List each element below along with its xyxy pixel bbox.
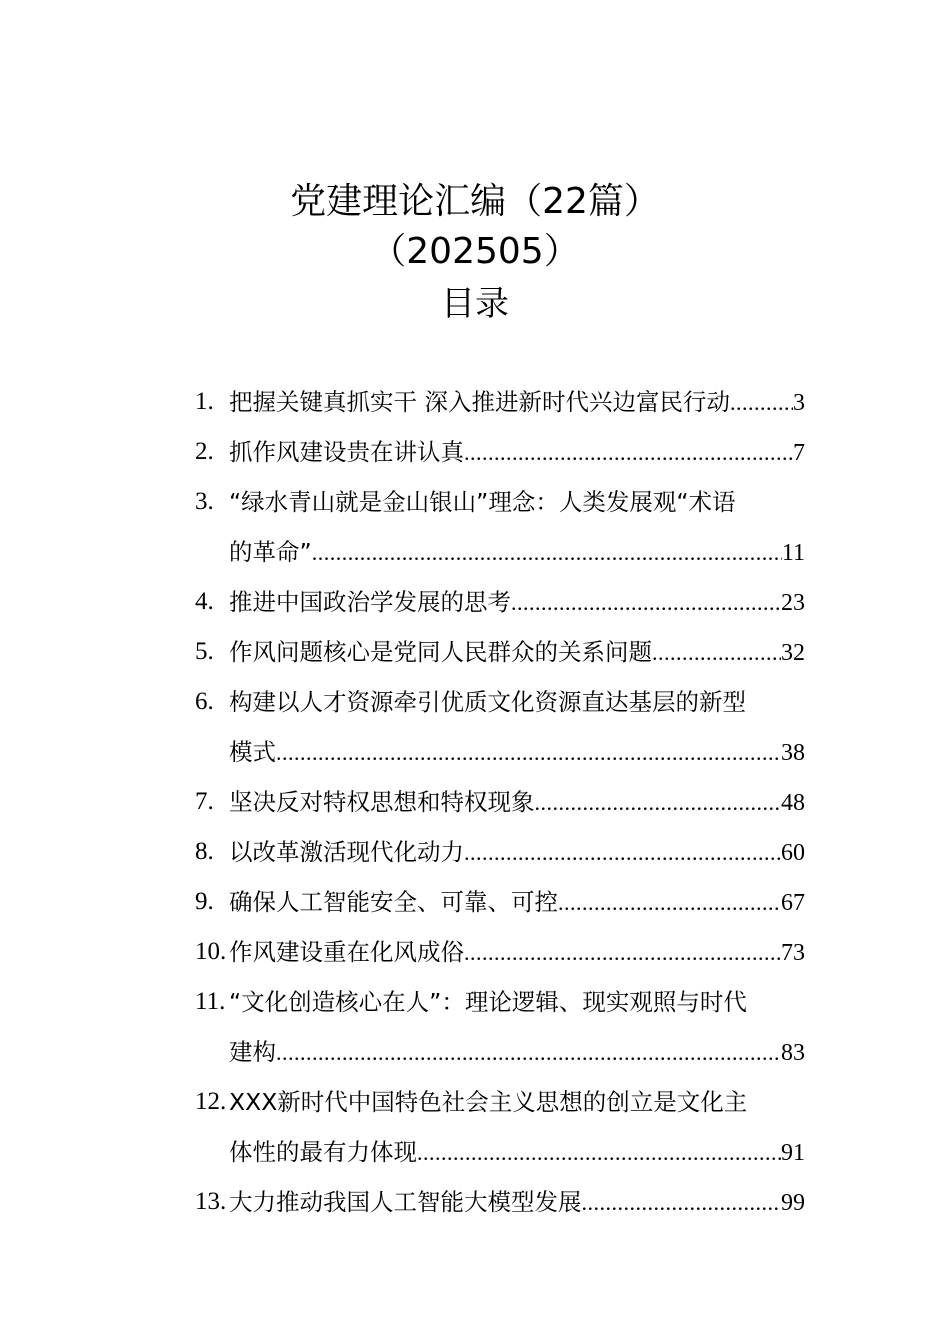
toc-entry[interactable] xyxy=(0,677,950,777)
toc-entry-title: 构建以人才资源牵引优质文化资源直达基层的新型 xyxy=(229,688,746,716)
toc-entry-number: 6. xyxy=(195,688,214,715)
toc-dot-leader xyxy=(464,428,793,478)
toc-entry-number: 8. xyxy=(195,838,214,865)
toc-entry[interactable] xyxy=(0,827,950,877)
toc-page-number: 23 xyxy=(781,590,805,616)
toc-dot-leader xyxy=(276,728,781,778)
toc-entry-title: 建构 xyxy=(229,1038,276,1066)
toc-entry-title: 大力推动我国人工智能大模型发展 xyxy=(229,1188,582,1216)
document-title: 党建理论汇编（22篇） xyxy=(290,181,660,222)
toc-entry[interactable] xyxy=(0,477,950,577)
toc-page-number: 67 xyxy=(781,890,805,916)
toc-page-number: 99 xyxy=(781,1190,805,1216)
toc-entry[interactable] xyxy=(0,627,950,677)
toc-entry-number: 13. xyxy=(195,1188,227,1215)
toc-dot-leader xyxy=(312,528,782,578)
toc-entry[interactable] xyxy=(0,377,950,427)
toc-entry[interactable] xyxy=(0,577,950,627)
toc-dot-leader xyxy=(535,778,782,828)
toc-entry[interactable] xyxy=(0,1077,950,1177)
toc-dot-leader xyxy=(730,378,793,428)
document-date: （202505） xyxy=(370,231,580,272)
toc-heading: 目录 xyxy=(441,284,509,324)
toc-page-number: 73 xyxy=(781,940,805,966)
toc-dot-leader xyxy=(652,628,781,678)
toc-entry-title: 确保人工智能安全、可靠、可控 xyxy=(229,888,558,916)
toc-entry[interactable] xyxy=(0,1177,950,1227)
toc-entry-number: 9. xyxy=(195,888,214,915)
toc-entry-title: 模式 xyxy=(229,738,276,766)
toc-page-number: 83 xyxy=(781,1040,805,1066)
toc-entry-title: XXX新时代中国特色社会主义思想的创立是文化主 xyxy=(229,1088,748,1116)
toc-entry-title: 把握关键真抓实干 深入推进新时代兴边富民行动 xyxy=(229,388,730,416)
toc-page-number: 3 xyxy=(793,390,805,416)
toc-entry[interactable] xyxy=(0,927,950,977)
toc-entry[interactable] xyxy=(0,427,950,477)
toc-entry-title: 以改革激活现代化动力 xyxy=(229,838,464,866)
toc-page-number: 91 xyxy=(781,1140,805,1166)
toc-page-number: 48 xyxy=(781,790,805,816)
toc-page-number: 11 xyxy=(781,540,805,566)
toc-dot-leader xyxy=(464,928,781,978)
toc-entry[interactable] xyxy=(0,777,950,827)
toc-entry-number: 5. xyxy=(195,638,214,665)
toc-entry-number: 3. xyxy=(195,488,214,515)
toc-page-number: 60 xyxy=(781,840,805,866)
toc-entry-number: 2. xyxy=(195,438,214,465)
toc-entry-number: 1. xyxy=(195,388,214,415)
toc-dot-leader xyxy=(511,578,781,628)
toc-entry-number: 7. xyxy=(195,788,214,815)
toc-entry-title: “文化创造核心在人”：理论逻辑、现实观照与时代 xyxy=(229,988,747,1016)
toc-page-number: 7 xyxy=(793,440,805,466)
toc-entry-number: 12. xyxy=(195,1088,227,1115)
toc-dot-leader xyxy=(276,1028,781,1078)
toc-page-number: 38 xyxy=(781,740,805,766)
toc-entry-title: 作风建设重在化风成俗 xyxy=(229,938,464,966)
toc-dot-leader xyxy=(558,878,781,928)
toc-dot-leader xyxy=(464,828,781,878)
toc-entry-number: 11. xyxy=(195,988,226,1015)
toc-entry-title: 坚决反对特权思想和特权现象 xyxy=(229,788,535,816)
toc-entry-number: 4. xyxy=(195,588,214,615)
toc-entry[interactable] xyxy=(0,877,950,927)
toc-dot-leader xyxy=(417,1128,781,1178)
toc-entry-title: 的革命” xyxy=(229,538,312,566)
toc-entry-title: 推进中国政治学发展的思考 xyxy=(229,588,511,616)
toc-entry-title: “绿水青山就是金山银山”理念：人类发展观“术语 xyxy=(229,488,736,516)
toc-entry-title: 抓作风建设贵在讲认真 xyxy=(229,438,464,466)
toc-entry[interactable] xyxy=(0,977,950,1077)
toc-entry-number: 10. xyxy=(195,938,227,965)
toc-entry-title: 体性的最有力体现 xyxy=(229,1138,417,1166)
toc-entry-title: 作风问题核心是党同人民群众的关系问题 xyxy=(229,638,652,666)
toc-dot-leader xyxy=(582,1178,782,1228)
toc-page-number: 32 xyxy=(781,640,805,666)
